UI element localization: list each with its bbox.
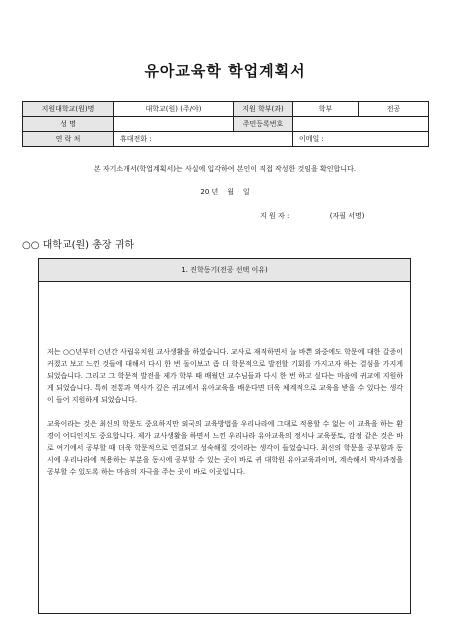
table-row (23, 102, 429, 117)
essay-paragraph: 저는 ○○년부터 ○년간 사립유치원 교사생활을 하였습니다. 교사로 재직하면서 늘 바쁜 와중에도 학문에 대한 갈증이 커졌고 보고 느낀 것들에 대해서 다시 한 번 돌이보고 좀 더 학문적으로 발전할 기회를 가지고자 하는 결심을 가지게 되었습니다. 그리고 그 학문적 발전을 제가 학부 때 배웠던 교수님들과 다시 한 번 하고 싶다는 마음에 귀교에 지원하게 되었습니다. 특히 전통과 역사가 깊은 귀교에서 유아교육을 배운다면 더욱 체계적으로 교육을 받을 수 있다는 생각이 들어 지원하게 되었습니다. (47, 348, 403, 404)
major-field[interactable]: 전공 (359, 102, 429, 117)
department-field[interactable]: 학부 (293, 102, 359, 117)
date-month-unit: 월 (227, 188, 234, 196)
resident-number-label: 주민등록번호 (234, 117, 293, 132)
date-line (0, 187, 450, 197)
applicant-info-table (22, 101, 429, 147)
essay-box (38, 258, 411, 614)
document-title: 유아교육학 학업계획서 (144, 62, 306, 80)
name-field[interactable] (114, 117, 234, 132)
major-label: 지원 학부(과) (234, 102, 293, 117)
table-row (23, 117, 429, 132)
essay-paragraph: 교육이라는 것은 최신의 학문도 중요하지만 외국의 교육방법을 우리나라에 그대로 적용할 수 없는 이 교육을 하는 환경이 어디인지도 중요합니다. 제가 교사생활을 하면서 느낀 우리나라 유아교육의 정서나 교육풍토, 감정 같은 것은 바로 여기에서 공부할 때 더욱 학문적으로 연결되고 성숙해질 것이라는 생각이 들었습니다. 최신의 학문을 공부함과 동시에 우리나라에 적용하는 부분을 동시에 공부할 수 있는 곳이 바로 귀 대학원 유아교육과이며, 계속해서 박사과정을 공부할 수 있도록 하는 마음의 자극을 주는 곳이 바로 이곳입니다. (47, 420, 403, 476)
confirmation-statement: 본 자기소개서(학업계획서)는 사실에 입각하여 본인이 직접 작성한 것임을 확인합니다. (93, 165, 357, 173)
essay-body[interactable] (39, 282, 410, 478)
applicant-label: 지 원 자 : (260, 212, 290, 220)
contact-label: 연 락 처 (23, 132, 114, 147)
date-day-unit: 일 (242, 188, 250, 196)
date-year-prefix: 20 (200, 188, 210, 196)
applicant-signature-line (260, 211, 365, 221)
email-field[interactable]: 이메일 : (293, 132, 429, 147)
school-name-field[interactable]: 대학교(원) (주/야) (114, 102, 234, 117)
school-name-label: 지원대학교(원)명 (23, 102, 114, 117)
addressee: ○○ 대학교(원) 총장 귀하 (22, 240, 135, 251)
resident-number-field[interactable] (293, 117, 429, 132)
table-row (23, 132, 429, 147)
date-year-unit: 년 (211, 188, 219, 196)
essay-heading: 1. 진학동기(전공 선택 이유) (39, 259, 410, 282)
phone-field[interactable]: 휴대전화 : (114, 132, 293, 147)
name-label: 성 명 (23, 117, 114, 132)
signature-placeholder[interactable]: (자필 서명) (329, 212, 365, 220)
